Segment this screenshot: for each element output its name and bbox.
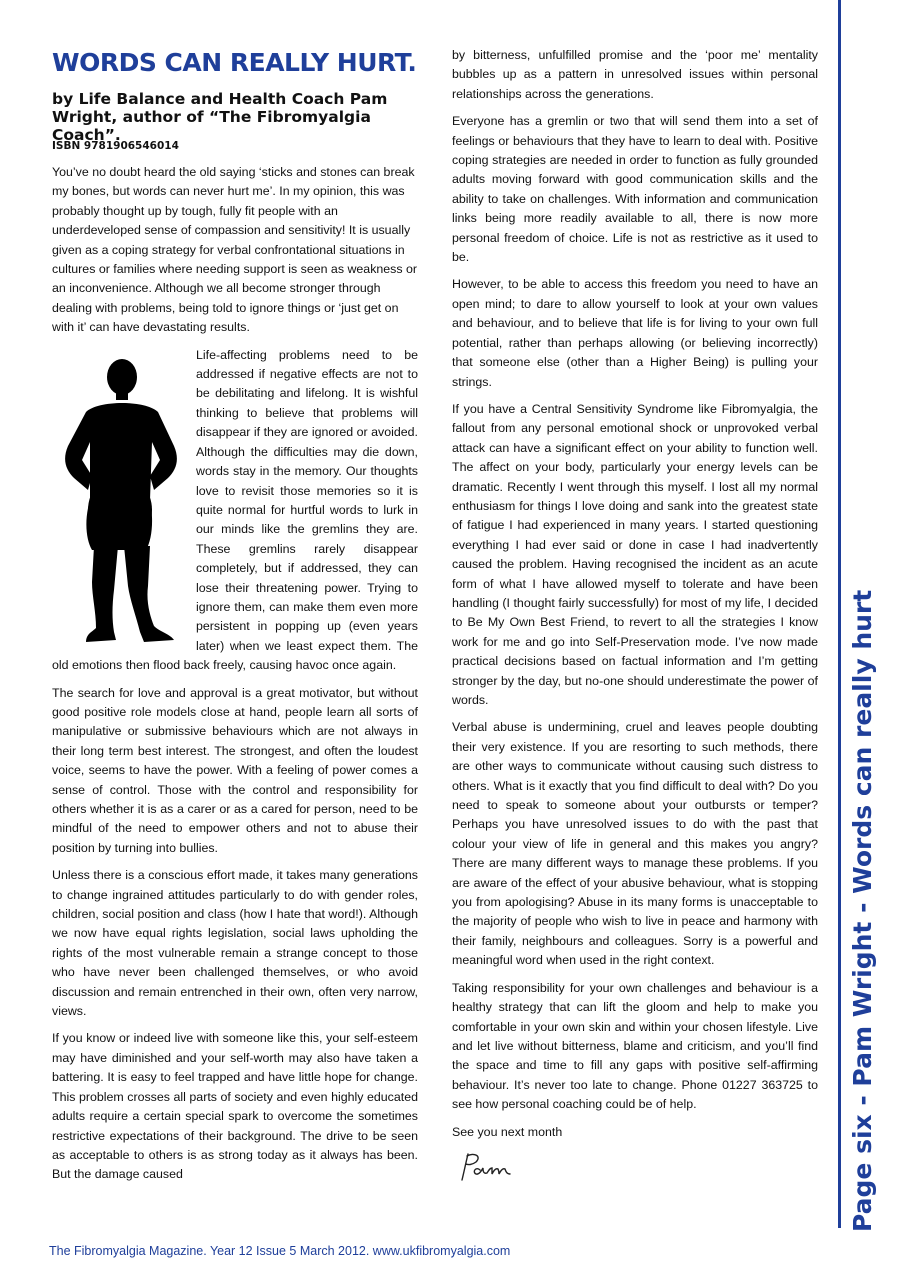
right-column — [452, 46, 818, 1150]
paragraph: Verbal abuse is undermining, cruel and leaves people doubting their very existence. If you are resorting to such methods, there are other ways to communicate without causing such distress to others. What is it exactly that you find difficult to deal with? Do you need to speak to someone about your outbursts or temper? Perhaps you have unresolved issues to do with the past that colour your view of life in general and this makes you angry? There are many different ways to manage these problems. If you are aware of the effect of your abusive behaviour, what is stopping you from apologising? Abuse in its many forms is unacceptable to the majority of people who wish to live in peace and harmony with their family, neighbours and colleagues. Sorry is a powerful and meaningful word when used in the right context. — [452, 720, 818, 968]
paragraph: If you know or indeed live with someone like this, your self-esteem may have diminished and your self-worth may also have taken a battering. It is easy to feel trapped and have little hope for change. This problem crosses all parts of society and even highly educated adults require a certain special spark to overcome the sometimes restrictive expectations of their background. The drive to be seen as acceptable to others is as strong today as it always has been. But the damage caused — [52, 1031, 418, 1182]
paragraph: You’ve no doubt heard the old saying ‘sticks and stones can break my bones, but words can never hurt me’. In my opinion, this was probably thought up by tough, fully fit people with an underdeveloped sense of compassion and sensitivity! It is usually given as a coping strategy for verbal confrontational situations in cultures or families where needing support is seen as weakness or an inconvenience. Although we all become stronger through dealing with problems, being told to ignore things or ‘just get on with it’ can have devastating results. — [52, 165, 418, 335]
paragraph-text: Life-affecting problems need to be addressed if negative effects are not to be debilitating and lifelong. It is wishful thinking to believe that problems will disappear if they are ignored or avoided. Although the difficulties may die down, words stay in the memory. Our thoughts love to revisit those memories so it is quite normal for hurtful words to lurk in our minds like the gremlins they are. These gremlins rarely disappear completely, but if addressed, they can lose their threatening power. Trying to ignore them, can make them even more persistent in popping up (even years later) when we least expect them. The old emotions then flood back freely, causing havoc once again. — [52, 347, 418, 673]
paragraph-with-figure — [52, 346, 418, 676]
paragraph: Unless there is a conscious effort made, it takes many generations to change ingrained attitudes particularly to do with gender roles, children, social position and class (how I hate that word!). Although we now have equal rights legislation, social laws upholding the rights of the most vulnerable remain a strange concept to those who have never been challenged themselves, or who avoid discussion and remain entrenched in their own, often very narrow, views. — [52, 868, 418, 1019]
left-column — [52, 163, 418, 1193]
paragraph: Everyone has a gremlin or two that will send them into a set of feelings or behaviours that they have to learn to deal with. Positive coping strategies are needed in order to function as fully grounded adults moving forward with good communication skills and the ability to take on challenges. With information and communication links being more readily available to all, there is now more personal freedom of choice. Life is not as restrictive as it used to be. — [452, 114, 818, 265]
paragraph: However, to be able to access this freedom you need to have an open mind; to dare to allow yourself to look at your own values and behaviour, and to believe that life is for living to your own full potential, rather than perhaps allowing (or believing incorrectly) that someone else (other than a Higher Being) is pulling your strings. — [452, 277, 818, 389]
paragraph: If you have a Central Sensitivity Syndrome like Fibromyalgia, the fallout from any personal emotional shock or unprovoked verbal attack can have a significant effect on your ability to function well. The affect on your body, particularly your energy levels can be dramatic. Recently I went through this myself. I lost all my normal enthusiasm for things I love doing and sank into the greatest state of fatigue I had experienced in many years. I started questioning everything I had ever said or done in case I had inadvertently caused the problem. Having recognised the incident as an acute form of what I have allowed myself to tolerate and have been handling (I thought fairly successfully) for most of my life, I decided to Be My Own Best Friend, to revert to all the strategies I know work for me and go into Self-Preservation mode. I’ve now made practical decisions based on factual information and I’m getting stronger by the day, but no-one should underestimate the power of words. — [452, 401, 818, 707]
paragraph: by bitterness, unfulfilled promise and the ‘poor me’ mentality bubbles up as a pattern in unresolved issues within personal relationships across the generations. — [452, 48, 818, 101]
sidebar-rule — [838, 0, 841, 1228]
paragraph: Taking responsibility for your own challenges and behaviour is a healthy strategy that can lift the gloom and help to make you comfortable in your own skin and within your chosen lifestyle. Live and let live without bitterness, blame and criticism, and you’ll find the space and time to fill any gaps with positive self-affirming behaviour. It’s never too late to change. Phone 01227 363725 to see how personal coaching could be of help. — [452, 980, 818, 1112]
article-byline: by Life Balance and Health Coach Pam Wright, author of “The Fibromyalgia Coach”. — [52, 90, 388, 144]
signature-image — [456, 1150, 526, 1186]
isbn-label: ISBN 9781906546014 — [52, 140, 179, 152]
closing-line: See you next month — [452, 1124, 563, 1139]
article-title: WORDS CAN REALLY HURT. — [52, 48, 417, 77]
paragraph: The search for love and approval is a great motivator, but without good positive role models close at hand, people learn all sorts of manipulative or submissive behaviours which are not always in their long term best interest. The strongest, and often the loudest voice, seems to have the power. With a feeling of power comes a sense of control. Those with the control and responsibility for others whether it is as a carer or as a cared for person, need to be mindful of the need to empower others and not to abuse their position by turning into bullies. — [52, 685, 418, 855]
person-silhouette-icon — [46, 350, 196, 650]
sidebar-title: Page six - Pam Wright - Words can really hurt — [848, 589, 877, 1232]
footer-text: The Fibromyalgia Magazine. Year 12 Issue 5 March 2012. www.ukfibromyalgia.com — [49, 1244, 511, 1258]
